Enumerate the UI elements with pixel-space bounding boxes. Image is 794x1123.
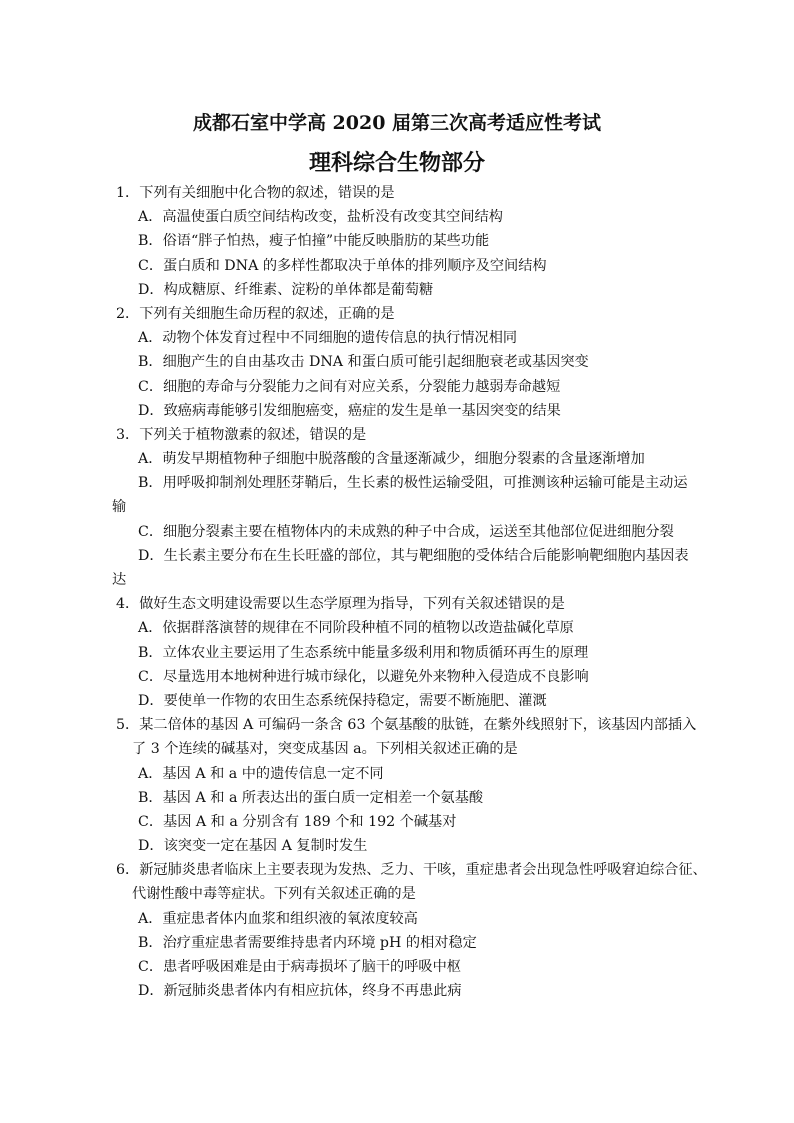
question-stem: 1．下列有关细胞中化合物的叙述，错误的是 — [116, 185, 395, 201]
option-a: A．重症患者体内血浆和组织液的氧浓度较高 — [138, 910, 418, 927]
exam-title: 成都石室中学高 2020 届第三次高考适应性考试 — [192, 112, 602, 134]
question-stem-continuation: 了 3 个连续的碱基对，突变成基因 a。下列相关叙述正确的是 — [132, 741, 518, 758]
option-b: B．治疗重症患者需要维持患者内环境 pH 的相对稳定 — [138, 934, 477, 951]
option-d-continuation: 达 — [112, 572, 127, 588]
option-c: C．细胞分裂素主要在植物体内的未成熟的种子中合成，运送至其他部位促进细胞分裂 — [138, 523, 674, 540]
exam-subtitle: 理科综合生物部分 — [308, 150, 485, 176]
option-d: D．致癌病毒能够引发细胞癌变，癌症的发生是单一基因突变的结果 — [138, 402, 561, 419]
question-stem: 2．下列有关细胞生命历程的叙述，正确的是 — [116, 305, 395, 322]
option-c: C．蛋白质和 DNA 的多样性都取决于单体的排列顺序及空间结构 — [138, 257, 547, 274]
option-d: D．新冠肺炎患者体内有相应抗体，终身不再患此病 — [138, 983, 462, 1000]
option-a: A．萌发早期植物种子细胞中脱落酸的含量逐渐减少，细胞分裂素的含量逐渐增加 — [138, 451, 645, 468]
option-a: A．高温使蛋白质空间结构改变，盐析没有改变其空间结构 — [138, 209, 503, 226]
question-stem-continuation: 代谢性酸中毒等症状。下列有关叙述正确的是 — [132, 886, 416, 903]
option-a: A．基因 A 和 a 中的遗传信息一定不同 — [138, 765, 384, 782]
option-b: B．细胞产生的自由基攻击 DNA 和蛋白质可能引起细胞衰老或基因突变 — [138, 354, 589, 371]
questions-section — [112, 181, 707, 1003]
option-c: C．患者呼吸困难是由于病毒损坏了脑干的呼吸中枢 — [138, 959, 461, 975]
option-b: B．用呼吸抑制剂处理胚芽鞘后，生长素的极性运输受阻，可推测该种运输可能是主动运 — [138, 475, 688, 492]
option-c: C．尽量选用本地树种进行城市绿化，以避免外来物种入侵造成不良影响 — [138, 668, 589, 685]
question-3 — [112, 423, 692, 592]
option-b-continuation: 输 — [112, 499, 127, 516]
option-d: D．生长素主要分布在生长旺盛的部位，其与靶细胞的受体结合后能影响靶细胞内基因表 — [138, 547, 689, 564]
option-c: C．基因 A 和 a 分别含有 189 个和 192 个碱基对 — [138, 813, 457, 830]
question-6 — [112, 858, 707, 1003]
option-d: D．要使单一作物的农田生态系统保持稳定，需要不断施肥、灌溉 — [138, 692, 547, 709]
option-c: C．细胞的寿命与分裂能力之间有对应关系，分裂能力越弱寿命越短 — [138, 378, 561, 395]
question-stem: 4．做好生态文明建设需要以生态学原理为指导，下列有关叙述错误的是 — [116, 596, 565, 613]
question-2 — [112, 302, 692, 423]
option-d: D．构成糖原、纤维素、淀粉的单体都是葡萄糖 — [138, 281, 434, 298]
option-a: A．动物个体发育过程中不同细胞的遗传信息的执行情况相同 — [138, 330, 518, 347]
question-5 — [112, 713, 697, 858]
option-b: B．俗语“胖子怕热，瘦子怕撞”中能反映脂肪的某些功能 — [138, 233, 490, 250]
option-d: D．该突变一定在基因 A 复制时发生 — [138, 838, 368, 855]
option-b: B．基因 A 和 a 所表达出的蛋白质一定相差一个氨基酸 — [138, 789, 484, 806]
question-stem: 5．某二倍体的基因 A 可编码一条含 63 个氨基酸的肽链，在紫外线照射下，该基因内部插入 — [116, 717, 697, 734]
question-stem: 6．新冠肺炎患者临床上主要表现为发热、乏力、干咳，重症患者会出现急性呼吸窘迫综合征、 — [116, 862, 707, 879]
option-b: B．立体农业主要运用了生态系统中能量多级利用和物质循环再生的原理 — [138, 644, 589, 661]
question-stem: 3．下列关于植物激素的叙述，错误的是 — [116, 426, 367, 443]
question-4 — [112, 592, 692, 713]
question-1 — [112, 181, 692, 302]
option-a: A．依据群落演替的规律在不同阶段种植不同的植物以改造盐碱化草原 — [138, 620, 574, 637]
